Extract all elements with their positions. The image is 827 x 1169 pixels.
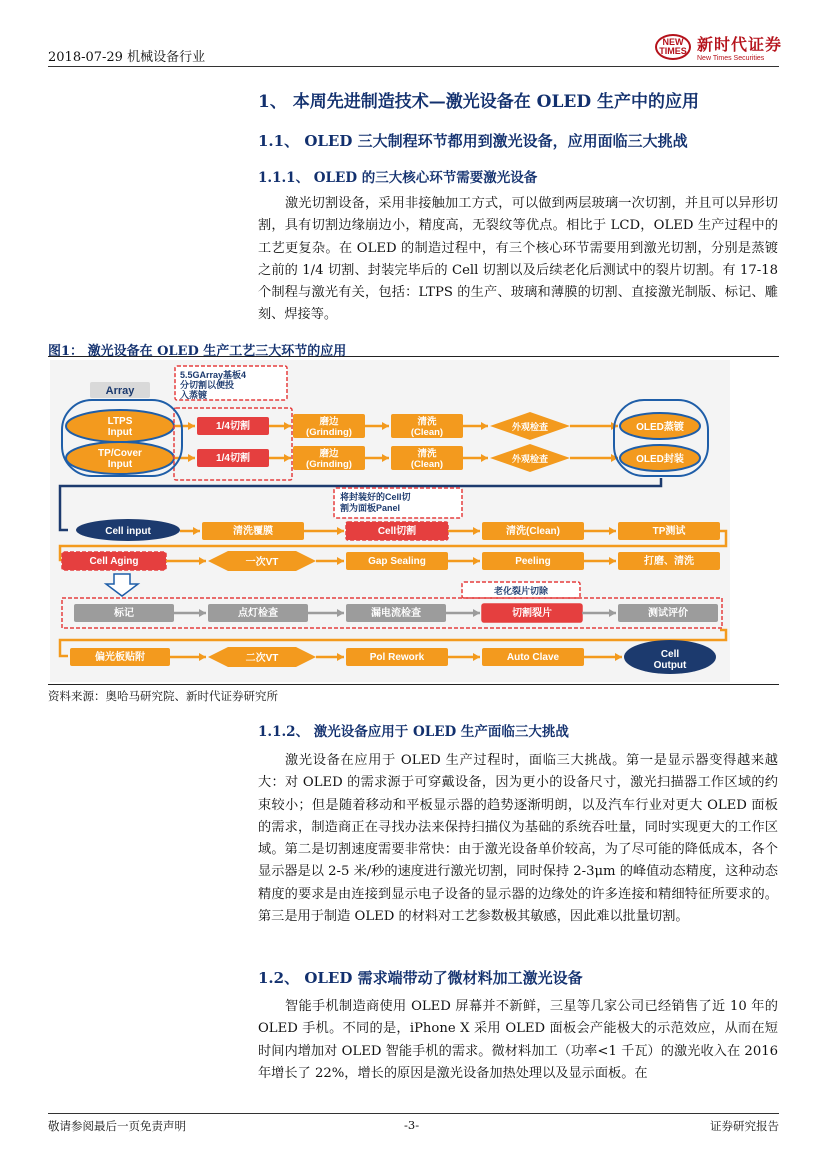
figure-bottom-rule <box>48 684 779 685</box>
note-1-text: 5.5GArray基板4 分切割以便投入蒸镀 <box>180 370 247 400</box>
clean-text-1: 清洗(Clean) <box>410 416 444 439</box>
note-3-text: 老化裂片切除 <box>493 586 549 596</box>
row4-text-2: Peeling <box>515 556 551 567</box>
page-number: -3- <box>404 1118 420 1132</box>
footer-divider <box>48 1113 779 1114</box>
quarter-cut-text-2: 1/4切割 <box>216 453 250 464</box>
logo-cn: 新时代证券 <box>697 35 783 54</box>
paragraph-2: 激光设备在应用于 OLED 生产过程时，面临三大挑战。第一是显示器变得越来越大：对 OLED 的需求源于可穿戴设备，因为更小的设备尺寸，激光扫描器工作区域的约束较小；但是随着移动和平板显示器的趋势逐渐明朗，以及汽车行业对更大 OLED 面板的需求，制造商正在寻找办法来保持扫描仪为基础的系统吞吐量，同时实现更大的工作区域。第二是切割速度需要非常快：由于激光设备单价较高，为了尽可能的降低成本，各个显示器是以 2-5 米/秒的速度进行激光切割，同时保持 2-3μm 的峰值动态精度，这种动态精度的要求是由连接到显示电子设备的显示器的边缘处的许多连接和精细特征所要求的。第三是用于制造 OLED 的材料对工艺参数极其敏感，因此难以批量切割。 <box>258 753 778 925</box>
second-vt-text: 二次VT <box>245 653 279 664</box>
cell-output-text: Cell Output <box>653 649 687 671</box>
cell-aging-text: Cell Aging <box>89 556 139 567</box>
row3-text-2: Cell切割 <box>377 526 417 537</box>
inspect-text-2: 外观检查 <box>511 454 549 464</box>
footer-disclaimer: 敬请参阅最后一页免责声明 <box>48 1119 186 1133</box>
first-vt-text: 一次VT <box>245 557 279 568</box>
row4-text-1: Gap Sealing <box>368 556 426 567</box>
row3-text-1: 清洗覆膜 <box>233 526 273 537</box>
logo-mark: NEW TIMES <box>655 34 691 60</box>
array-label-text: Array <box>105 385 135 397</box>
polarizer-text: 偏光板贴附 <box>95 652 145 663</box>
input-label-2: TP/Cover Input <box>98 448 142 470</box>
clean-text-2: 清洗(Clean) <box>410 448 444 471</box>
row5-text-5: 测试评价 <box>648 608 688 619</box>
figure-source: 资料来源：奥哈马研究院、新时代证券研究所 <box>48 689 278 703</box>
oled-text-1: OLED蒸镀 <box>636 422 684 433</box>
cell-input-text: Cell input <box>105 526 151 537</box>
row5-text-3: 漏电流检查 <box>371 608 421 619</box>
section-1-1-2-title: 1.1.2、 激光设备应用于 OLED 生产面临三大挑战 <box>258 724 569 740</box>
section-1-1-title: 1.1、 OLED 三大制程环节都用到激光设备，应用面临三大挑战 <box>258 132 688 150</box>
paragraph-1: 激光切割设备，采用非接触加工方式，可以做到两层玻璃一次切割，并且可以异形切割，具有切割边缘崩边小，精度高，无裂纹等优点。相比于 LCD，OLED 生产过程中的工艺更复杂。在 OLED 的制造过程中，有三个核心环节需要用到激光切割，分别是蒸镀之前的 1/4 切割、封装完毕后的 Cell 切割以及后续老化后测试中的裂片切割。有 17-18 个制程与激光有关，包括：LTPS 的生产、玻璃和薄膜的切割、直接激光制版、标记、雕刻、焊接等。 <box>258 196 778 323</box>
row5-text-4: 切割裂片 <box>512 608 552 619</box>
row4-text-3: 打磨、清洗 <box>644 556 694 567</box>
figure-title: 图1： 激光设备在 OLED 生产工艺三大环节的应用 <box>48 344 347 359</box>
section-1-1-1-title: 1.1.1、 OLED 的三大核心环节需要激光设备 <box>258 170 538 186</box>
inspect-text-1: 外观检查 <box>511 422 549 432</box>
oled-text-2: OLED封装 <box>636 454 684 465</box>
row5-text-2: 点灯检查 <box>238 608 278 619</box>
note-2-text: 将封装好的Cell切割为面板Panel <box>340 492 411 513</box>
grinding-text-2: 磨边(Grinding) <box>306 448 352 471</box>
pol-rework-text: Pol Rework <box>369 652 425 663</box>
section-1-2-title: 1.2、 OLED 需求端带动了微材料加工激光设备 <box>258 969 583 987</box>
company-logo <box>655 32 782 62</box>
row3-text-3: 清洗(Clean) <box>506 526 560 537</box>
paragraph-3: 智能手机制造商使用 OLED 屏幕并不新鲜，三星等几家公司已经销售了近 10 年的 OLED 手机。不同的是，iPhone X 采用 OLED 面板会产能极大的示范效应，从而在短时间内增加对 OLED 智能手机的需求。微材料加工（功率<1 千瓦）的激光收入在 2016 年增长了 22%，增长的原因是激光设备加热处理以及显示面板。在 <box>258 999 778 1081</box>
oled-process-diagram <box>50 360 730 682</box>
auto-clave-text: Auto Clave <box>506 652 560 663</box>
input-label-1: LTPS Input <box>107 416 133 438</box>
header-divider <box>48 66 779 67</box>
row3-text-4: TP测试 <box>652 526 686 537</box>
figure-top-rule <box>48 356 779 357</box>
footer-report-type: 证券研究报告 <box>710 1119 779 1133</box>
grinding-text-1: 磨边(Grinding) <box>306 416 352 439</box>
row5-text-1: 标记 <box>114 608 134 619</box>
logo-en: New Times Securities <box>697 55 765 62</box>
quarter-cut-text-1: 1/4切割 <box>216 421 250 432</box>
section-1-title: 1、 本周先进制造技术—激光设备在 OLED 生产中的应用 <box>258 92 700 112</box>
header-date-industry: 2018-07-29 机械设备行业 <box>48 50 206 65</box>
